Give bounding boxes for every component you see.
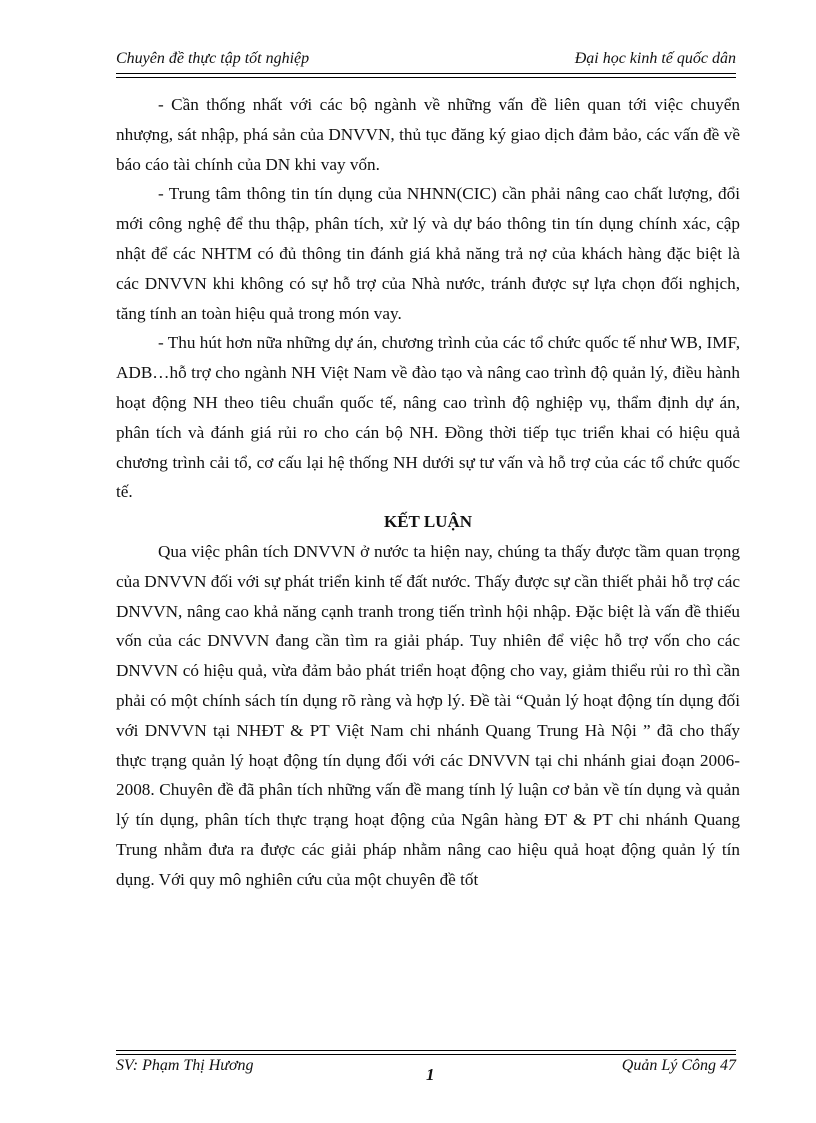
header-left: Chuyên đề thực tập tốt nghiệp — [116, 50, 310, 67]
page-header — [116, 50, 736, 72]
page-footer — [116, 1055, 736, 1084]
header-right: Đại học kinh tế quốc dân — [574, 50, 736, 67]
conclusion-paragraph: Qua việc phân tích DNVVN ở nước ta hiện nay, chúng ta thấy được tầm quan trọng của DNVVN đối với sự phát triển kinh tế đất nước. Thấy được sự cần thiết phải hỗ trợ các DNVVN, nâng cao khả năng cạnh tranh trong tiến trình hội nhập. Đặc biệt là vấn đề thiếu vốn của các DNVVN đang cần tìm ra giải pháp. Tuy nhiên để việc hỗ trợ vốn cho các DNVVN có hiệu quả, vừa đảm bảo phát triển hoạt động cho vay, giảm thiểu rủi ro thì cần phải có một chính sách tín dụng rõ ràng và hợp lý. Đề tài “Quản lý hoạt động tín dụng đối với DNVVN tại NHĐT & PT Việt Nam chi nhánh Quang Trung Hà Nội ” đã cho thấy thực trạng quản lý hoạt động tín dụng đối với các DNVVN tại chi nhánh giai đoạn 2006-2008. Chuyên đề đã phân tích những vấn đề mang tính lý luận cơ bản về tín dụng và quản lý tín dụng, phân tích thực trạng hoạt động của Ngân hàng ĐT & PT chi nhánh Quang Trung nhằm đưa ra được các giải pháp nhằm nâng cao hiệu quả hoạt động quản lý tín dụng. Với quy mô nghiên cứu của một chuyên đề tốt — [116, 541, 740, 889]
paragraph-1: - Cần thống nhất với các bộ ngành về những vấn đề liên quan tới việc chuyển nhượng, sát nhập, phá sản của DNVVN, thủ tục đăng ký giao dịch đảm bảo, các vấn đề về báo cáo tài chính của DN khi vay vốn. — [116, 95, 740, 174]
page-number: 1 — [426, 1065, 435, 1084]
header-rule — [116, 73, 736, 78]
section-heading: KẾT LUẬN — [383, 512, 472, 532]
page-body — [116, 90, 740, 895]
footer-author: SV: Phạm Thị Hương — [116, 1057, 254, 1074]
footer-class: Quản Lý Công 47 — [621, 1057, 736, 1074]
paragraph-3: - Thu hút hơn nữa những dự án, chương trình của các tổ chức quốc tế như WB, IMF, ADB…hỗ trợ cho ngành NH Việt Nam về đào tạo và nâng cao trình độ quản lý, điều hành hoạt động NH theo tiêu chuẩn quốc tế, nâng cao trình độ nghiệp vụ, thẩm định dự án, phân tích và đánh giá rủi ro cho cán bộ NH. Đồng thời tiếp tục triển khai có hiệu quả chương trình cải tổ, cơ cấu lại hệ thống NH dưới sự tư vấn và hỗ trợ của các tổ chức quốc tế. — [116, 333, 740, 502]
paragraph-2: - Trung tâm thông tin tín dụng của NHNN(CIC) cần phải nâng cao chất lượng, đổi mới công nghệ để thu thập, phân tích, xử lý và dự báo thông tin tín dụng chính xác, cập nhật để các NHTM có đủ thông tin đánh giá khả năng trả nợ của khách hàng đặc biệt là các DNVVN khi không có sự hỗ trợ của Nhà nước, tránh được sự lựa chọn đối nghịch, tăng tính an toàn hiệu quả trong món vay. — [116, 184, 740, 323]
